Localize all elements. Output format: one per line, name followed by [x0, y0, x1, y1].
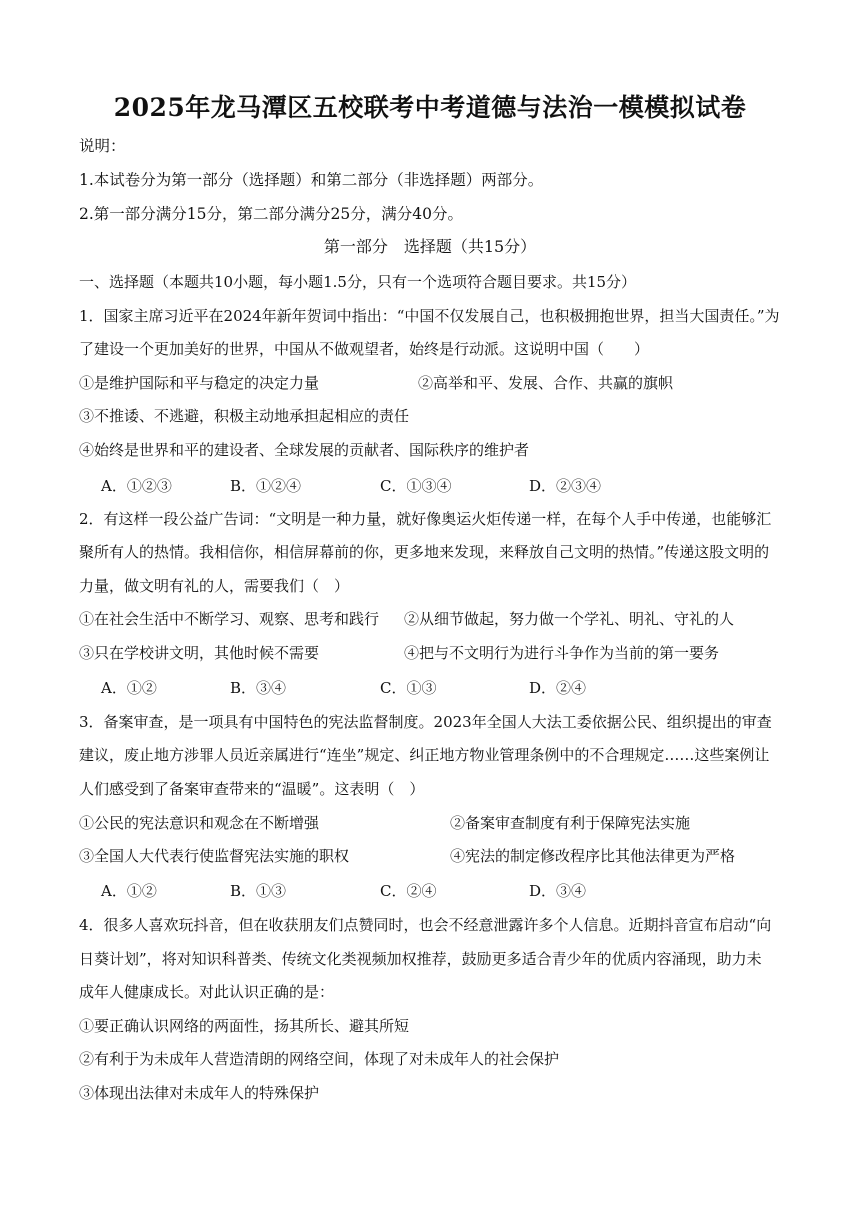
q2-statement-3: ③只在学校讲文明，其他时候不需要 [79, 644, 320, 662]
q4-stem-line-1: 4．很多人喜欢玩抖音，但在收获朋友们点赞同时，也会不经意泄露许多个人信息。近期抖音宣布启动“向 [79, 916, 772, 934]
q1-stem-line-1: 1．国家主席习近平在2024年新年贺词中指出：“中国不仅发展自己，也积极拥抱世界，担当大国责任。”为 [79, 307, 780, 325]
q3-statement-1: ①公民的宪法意识和观念在不断增强 [79, 814, 320, 832]
q2-option-c[interactable]: C．①③ [380, 679, 437, 697]
q3-option-c[interactable]: C．②④ [380, 882, 437, 900]
q1-statement-3: ③不推诿、不逃避，积极主动地承担起相应的责任 [79, 407, 410, 425]
q1-option-a[interactable]: A．①②③ [101, 477, 172, 495]
q1-statement-1: ①是维护国际和平与稳定的决定力量 [79, 374, 320, 392]
q3-stem-line-1: 3．备案审查，是一项具有中国特色的宪法监督制度。2023年全国人大法工委依据公民、组织提出的审查 [79, 713, 772, 731]
q3-option-a[interactable]: A．①② [101, 882, 157, 900]
q1-option-c[interactable]: C．①③④ [380, 477, 452, 495]
q2-statement-1: ①在社会生活中不断学习、观察、思考和践行 [79, 610, 380, 628]
intro-item-1: 1.本试卷分为第一部分（选择题）和第二部分（非选择题）两部分。 [79, 171, 544, 189]
q4-stem-line-3: 成年人健康成长。对此认识正确的是： [79, 983, 335, 1001]
q2-stem-line-3: 力量，做文明有礼的人，需要我们（ ） [79, 577, 350, 595]
exam-title: 2025年龙马潭区五校联考中考道德与法治一模模拟试卷 [113, 93, 747, 122]
q3-stem-line-2: 建议，废止地方涉罪人员近亲属进行“连坐”规定、纠正地方物业管理条例中的不合理规定……这些案例让 [79, 746, 770, 764]
q2-statement-4: ④把与不文明行为进行斗争作为当前的第一要务 [404, 644, 720, 662]
q2-option-d[interactable]: D．②④ [529, 679, 587, 697]
q2-option-b[interactable]: B．③④ [230, 679, 287, 697]
q3-option-d[interactable]: D．③④ [529, 882, 587, 900]
q2-stem-line-1: 2．有这样一段公益广告词：“文明是一种力量，就好像奥运火炬传递一样，在每个人手中传递，也能够汇 [79, 510, 772, 528]
q3-stem-line-3: 人们感受到了备案审查带来的“温暖”。这表明（ ） [79, 780, 425, 798]
q1-option-d[interactable]: D．②③④ [529, 477, 602, 495]
q1-option-b[interactable]: B．①②④ [230, 477, 302, 495]
intro-label: 说明： [79, 137, 126, 155]
intro-item-2: 2.第一部分满分15分，第二部分满分25分，满分40分。 [79, 205, 463, 223]
q2-option-a[interactable]: A．①② [101, 679, 157, 697]
q4-statement-1: ①要正确认识网络的两面性，扬其所长、避其所短 [79, 1017, 410, 1035]
q1-statement-2: ②高举和平、发展、合作、共赢的旗帜 [418, 374, 674, 392]
q2-statement-2: ②从细节做起，努力做一个学礼、明礼、守礼的人 [404, 610, 735, 628]
q1-statement-4: ④始终是世界和平的建设者、全球发展的贡献者、国际秩序的维护者 [79, 441, 530, 459]
q4-stem-line-2: 日葵计划”，将对知识科普类、传统文化类视频加权推荐，鼓励更多适合青少年的优质内容涌现，助力未 [79, 950, 762, 968]
section-heading: 一、选择题（本题共10小题，每小题1.5分，只有一个选项符合题目要求。共15分） [79, 273, 637, 291]
q3-statement-3: ③全国人大代表行使监督宪法实施的职权 [79, 847, 350, 865]
part1-heading: 第一部分 选择题（共15分） [323, 237, 537, 256]
q3-statement-4: ④宪法的制定修改程序比其他法律更为严格 [450, 847, 736, 865]
q3-option-b[interactable]: B．①③ [230, 882, 287, 900]
q3-statement-2: ②备案审查制度有利于保障宪法实施 [450, 814, 691, 832]
q4-statement-2: ②有利于为未成年人营造清朗的网络空间，体现了对未成年人的社会保护 [79, 1050, 560, 1068]
q1-stem-line-2: 了建设一个更加美好的世界，中国从不做观望者，始终是行动派。这说明中国（ ） [79, 340, 650, 358]
q2-stem-line-2: 聚所有人的热情。我相信你，相信屏幕前的你，更多地来发现，来释放自己文明的热情。”传递这股文明的 [79, 543, 770, 561]
q4-statement-3: ③体现出法律对未成年人的特殊保护 [79, 1084, 320, 1102]
